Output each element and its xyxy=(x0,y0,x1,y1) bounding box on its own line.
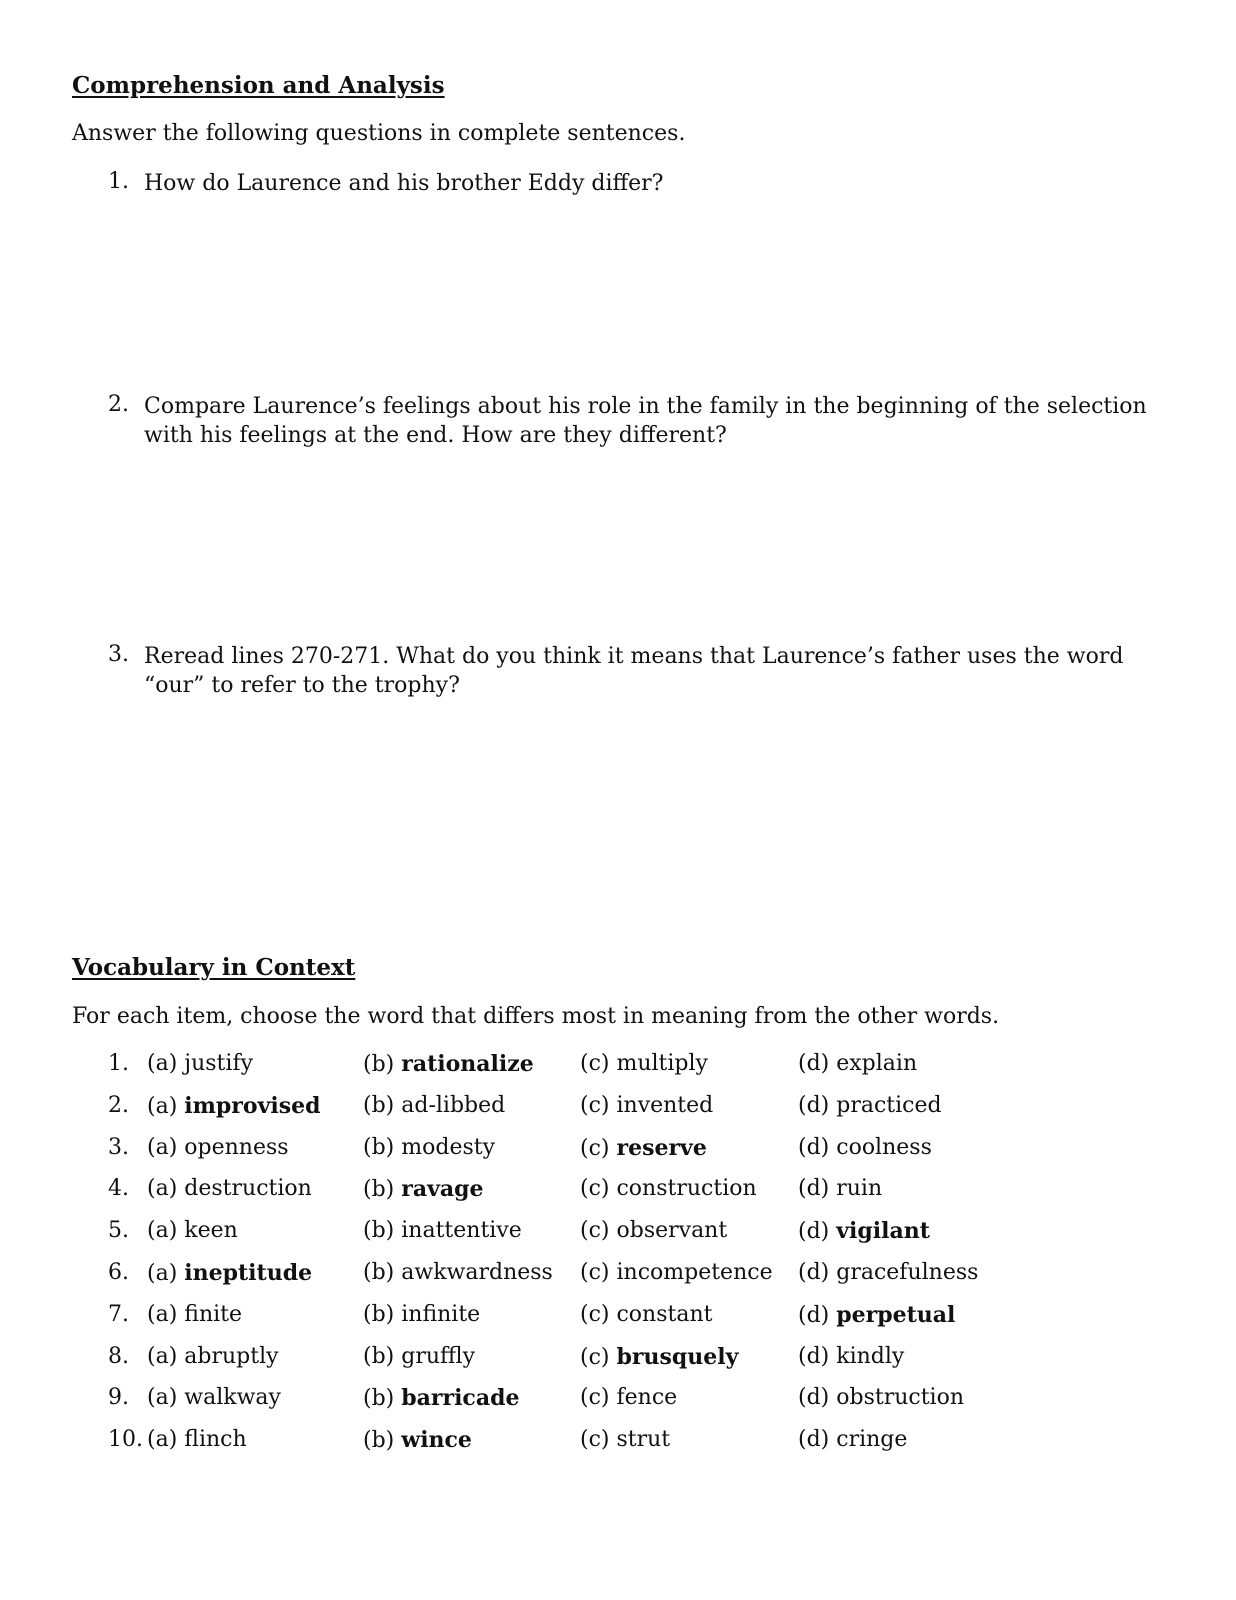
vocabulary-heading: Vocabulary in Context xyxy=(72,954,356,981)
choice-word: kindly xyxy=(836,1343,905,1369)
choice-label: (a) xyxy=(147,1051,185,1076)
choice-a xyxy=(147,1344,279,1369)
choice-word: incompetence xyxy=(616,1260,773,1285)
question-1-number: 1. xyxy=(108,169,129,194)
choice-word: observant xyxy=(616,1218,728,1244)
choice-label: (c) xyxy=(580,1218,617,1244)
choice-a xyxy=(147,1218,238,1243)
choice-a xyxy=(147,1385,281,1410)
choice-word: perpetual xyxy=(836,1301,956,1328)
vocabulary-item-number: 6. xyxy=(108,1260,129,1285)
choice-word: infinite xyxy=(401,1301,481,1327)
choice-c xyxy=(580,1302,712,1327)
vocabulary-item-number: 1. xyxy=(108,1051,129,1076)
choice-word: abruptly xyxy=(184,1343,279,1369)
choice-word: awkwardness xyxy=(401,1260,553,1285)
vocabulary-item-number: 4. xyxy=(108,1176,129,1202)
choice-b xyxy=(363,1218,522,1243)
choice-word: modesty xyxy=(401,1134,496,1160)
choice-label: (a) xyxy=(147,1385,185,1411)
choice-d xyxy=(798,1427,907,1452)
vocabulary-item-10 xyxy=(0,1427,1236,1457)
choice-b xyxy=(363,1385,519,1411)
choice-label: (b) xyxy=(363,1343,402,1369)
choice-label: (a) xyxy=(147,1301,185,1327)
choice-c xyxy=(580,1344,738,1370)
choice-a xyxy=(147,1427,247,1452)
choice-word: ad-libbed xyxy=(401,1092,506,1118)
comprehension-instructions: Answer the following questions in complete sentences. xyxy=(72,121,686,146)
vocabulary-item-2 xyxy=(0,1093,1236,1123)
choice-label: (d) xyxy=(798,1385,837,1411)
choice-word: construction xyxy=(616,1176,757,1202)
choice-word: cringe xyxy=(836,1427,908,1453)
choice-d xyxy=(798,1135,932,1160)
choice-a xyxy=(147,1051,253,1076)
choice-d xyxy=(798,1176,882,1201)
vocabulary-item-8 xyxy=(0,1344,1236,1374)
comprehension-heading: Comprehension and Analysis xyxy=(72,72,445,99)
question-1-text: How do Laurence and his brother Eddy differ? xyxy=(144,171,664,196)
choice-label: (b) xyxy=(363,1092,402,1118)
choice-c xyxy=(580,1093,713,1118)
choice-label: (a) xyxy=(147,1261,185,1286)
choice-d xyxy=(798,1093,942,1118)
choice-label: (b) xyxy=(363,1260,402,1285)
vocabulary-item-number: 10. xyxy=(108,1427,143,1453)
choice-a xyxy=(147,1135,289,1160)
choice-label: (d) xyxy=(798,1176,837,1202)
choice-label: (d) xyxy=(798,1092,837,1118)
choice-label: (d) xyxy=(798,1219,837,1245)
choice-b xyxy=(363,1427,472,1453)
choice-d xyxy=(798,1385,964,1410)
choice-label: (c) xyxy=(580,1176,617,1202)
choice-label: (a) xyxy=(147,1343,185,1369)
choice-word: rationalize xyxy=(401,1051,534,1077)
choice-b xyxy=(363,1302,480,1327)
choice-word: brusquely xyxy=(616,1343,739,1370)
choice-c xyxy=(580,1218,727,1243)
choice-b xyxy=(363,1260,553,1285)
choice-label: (c) xyxy=(580,1427,617,1453)
choice-a xyxy=(147,1260,312,1286)
choice-word: wince xyxy=(401,1427,472,1454)
choice-b xyxy=(363,1135,495,1160)
choice-word: ineptitude xyxy=(184,1260,313,1286)
choice-word: coolness xyxy=(836,1134,932,1160)
vocabulary-item-4 xyxy=(0,1176,1236,1206)
choice-word: ravage xyxy=(401,1176,484,1203)
choice-c xyxy=(580,1176,757,1201)
choice-word: gruffly xyxy=(401,1343,476,1369)
choice-label: (b) xyxy=(363,1134,402,1160)
choice-label: (c) xyxy=(580,1092,617,1118)
question-3-text: Reread lines 270-271. What do you think it means that Laurence’s father uses the word “our” to refer to the trophy? xyxy=(144,644,1124,698)
choice-label: (b) xyxy=(363,1428,402,1454)
choice-label: (a) xyxy=(147,1176,185,1202)
choice-label: (a) xyxy=(147,1218,185,1244)
vocabulary-item-number: 3. xyxy=(108,1134,129,1160)
choice-d xyxy=(798,1302,955,1328)
vocabulary-item-5 xyxy=(0,1218,1236,1248)
choice-label: (d) xyxy=(798,1260,837,1285)
vocabulary-item-number: 2. xyxy=(108,1092,129,1118)
choice-b xyxy=(363,1176,484,1202)
choice-label: (c) xyxy=(580,1051,617,1076)
choice-a xyxy=(147,1302,242,1327)
choice-word: keen xyxy=(184,1218,238,1244)
choice-word: gracefulness xyxy=(836,1260,979,1285)
choice-label: (d) xyxy=(798,1051,837,1076)
choice-label: (a) xyxy=(147,1093,185,1119)
choice-b xyxy=(363,1051,534,1077)
vocabulary-item-3 xyxy=(0,1135,1236,1165)
choice-label: (c) xyxy=(580,1344,617,1370)
choice-word: destruction xyxy=(184,1176,312,1202)
choice-word: reserve xyxy=(616,1134,707,1161)
question-2-number: 2. xyxy=(108,392,129,417)
choice-a xyxy=(147,1093,320,1119)
choice-label: (b) xyxy=(363,1052,402,1077)
choice-d xyxy=(798,1051,917,1076)
choice-word: justify xyxy=(184,1051,254,1076)
choice-c xyxy=(580,1385,677,1410)
vocabulary-item-7 xyxy=(0,1302,1236,1332)
question-2-text: Compare Laurence’s feelings about his role in the family in the beginning of the selection with his feelings at the end. How are they different? xyxy=(144,394,1147,448)
choice-label: (a) xyxy=(147,1134,185,1160)
choice-word: ruin xyxy=(836,1176,883,1202)
choice-label: (c) xyxy=(580,1301,617,1327)
choice-d xyxy=(798,1218,930,1244)
vocabulary-item-number: 5. xyxy=(108,1218,129,1244)
choice-b xyxy=(363,1093,505,1118)
choice-label: (b) xyxy=(363,1218,402,1244)
choice-b xyxy=(363,1344,475,1369)
choice-c xyxy=(580,1260,773,1285)
vocabulary-item-number: 8. xyxy=(108,1343,129,1369)
choice-word: vigilant xyxy=(836,1218,930,1245)
choice-c xyxy=(580,1051,708,1076)
choice-label: (c) xyxy=(580,1135,617,1161)
choice-label: (d) xyxy=(798,1427,837,1453)
choice-d xyxy=(798,1344,904,1369)
vocabulary-instructions: For each item, choose the word that differs most in meaning from the other words. xyxy=(72,1004,1000,1029)
choice-label: (d) xyxy=(798,1302,837,1328)
choice-label: (b) xyxy=(363,1177,402,1203)
choice-word: strut xyxy=(616,1427,671,1453)
choice-word: walkway xyxy=(184,1385,281,1411)
vocabulary-item-9 xyxy=(0,1385,1236,1415)
choice-word: constant xyxy=(616,1301,713,1327)
vocabulary-item-6 xyxy=(0,1260,1236,1290)
choice-label: (d) xyxy=(798,1134,837,1160)
choice-label: (d) xyxy=(798,1343,837,1369)
choice-d xyxy=(798,1260,978,1285)
vocabulary-item-number: 9. xyxy=(108,1385,129,1411)
choice-label: (b) xyxy=(363,1386,402,1412)
choice-word: inattentive xyxy=(401,1218,522,1244)
vocabulary-item-1 xyxy=(0,1051,1236,1081)
choice-word: flinch xyxy=(184,1427,247,1453)
choice-c xyxy=(580,1135,707,1161)
choice-word: explain xyxy=(836,1051,918,1076)
choice-word: openness xyxy=(184,1134,289,1160)
choice-c xyxy=(580,1427,670,1452)
choice-label: (a) xyxy=(147,1427,185,1453)
choice-word: multiply xyxy=(616,1051,708,1076)
question-3-number: 3. xyxy=(108,642,129,667)
choice-label: (c) xyxy=(580,1260,617,1285)
choice-word: barricade xyxy=(401,1385,520,1412)
choice-word: improvised xyxy=(184,1092,321,1119)
choice-word: fence xyxy=(616,1385,678,1411)
choice-word: finite xyxy=(184,1301,243,1327)
vocabulary-item-number: 7. xyxy=(108,1301,129,1327)
choice-label: (b) xyxy=(363,1301,402,1327)
choice-word: invented xyxy=(616,1092,714,1118)
choice-label: (c) xyxy=(580,1385,617,1411)
choice-word: obstruction xyxy=(836,1385,965,1411)
choice-word: practiced xyxy=(836,1092,942,1118)
choice-a xyxy=(147,1176,312,1201)
